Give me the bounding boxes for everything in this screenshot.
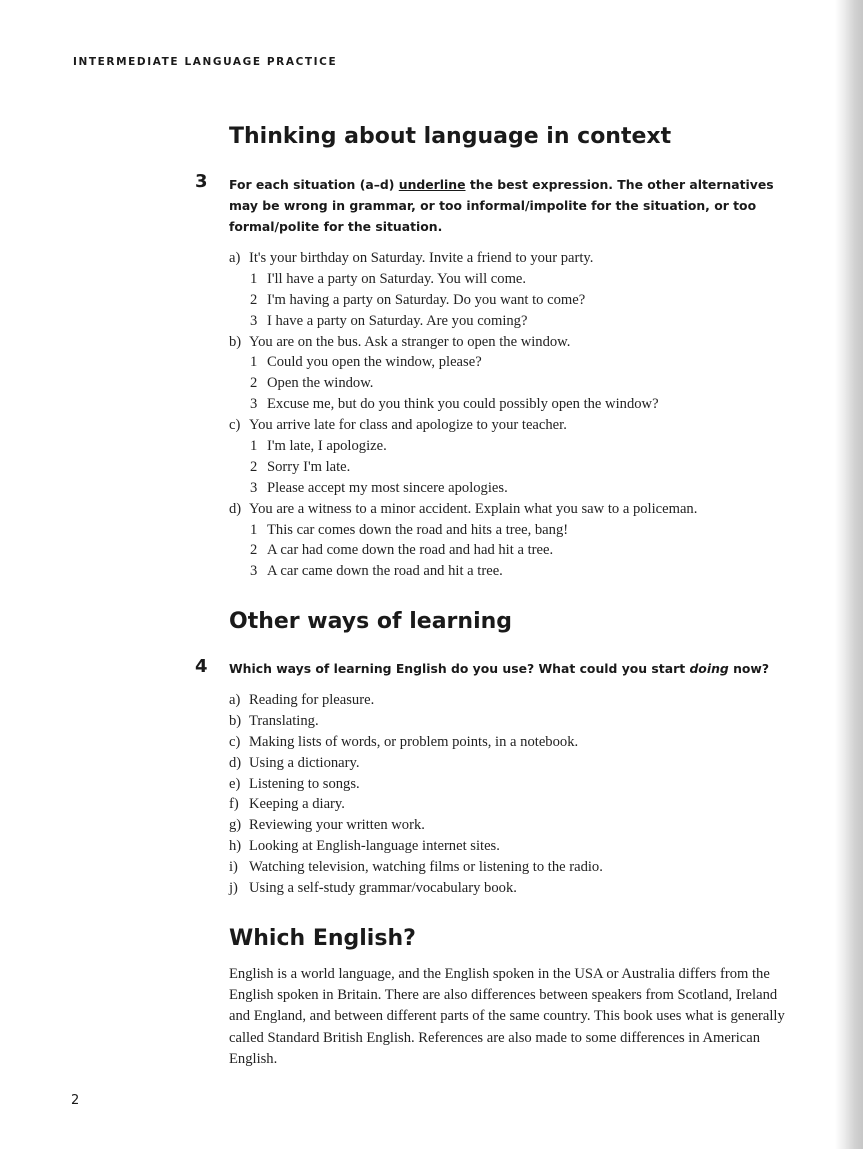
answer-option[interactable]	[229, 520, 697, 541]
item-label: d)	[229, 754, 242, 771]
list-item	[229, 878, 603, 899]
list-item	[229, 836, 603, 857]
item-text: Using a dictionary.	[249, 754, 360, 771]
situation-prompt	[229, 332, 697, 353]
instruction-text: now?	[728, 661, 770, 676]
item-label: i)	[229, 859, 238, 876]
exercise-3-list	[229, 248, 697, 582]
situation-prompt	[229, 499, 697, 520]
list-item	[229, 774, 603, 795]
option-text: Open the window.	[267, 375, 374, 392]
running-head: INTERMEDIATE LANGUAGE PRACTICE	[73, 56, 338, 68]
option-text: Please accept my most sincere apologies.	[267, 479, 508, 496]
item-text: Looking at English-language internet sites.	[249, 838, 500, 855]
option-number: 2	[250, 291, 258, 308]
answer-option[interactable]	[229, 311, 697, 332]
answer-option[interactable]	[229, 352, 697, 373]
option-text: I'm late, I apologize.	[267, 438, 387, 455]
exercise-3-instruction	[229, 174, 799, 237]
option-text: A car came down the road and hit a tree.	[267, 563, 503, 580]
list-item	[229, 732, 603, 753]
item-text: Reading for pleasure.	[249, 692, 375, 708]
option-number: 1	[250, 521, 258, 538]
option-text: I'll have a party on Saturday. You will come.	[267, 270, 527, 287]
list-item	[229, 753, 603, 774]
instruction-italic-word: doing	[689, 661, 729, 676]
option-number: 1	[250, 270, 258, 287]
item-label: g)	[229, 817, 242, 834]
page-number: 2	[71, 1093, 80, 1108]
answer-option[interactable]	[229, 394, 697, 415]
option-number: 3	[250, 563, 258, 580]
option-number: 1	[250, 354, 258, 371]
answer-option[interactable]	[229, 290, 697, 311]
item-text: You are a witness to a minor accident. Explain what you saw to a policeman.	[249, 500, 698, 517]
item-label: j)	[229, 880, 238, 897]
item-label: a)	[229, 250, 241, 266]
item-label: d)	[229, 500, 242, 517]
item-label: a)	[229, 692, 241, 708]
answer-option[interactable]	[229, 457, 697, 478]
instruction-text: Which ways of learning English do you use? What could you start	[229, 661, 690, 676]
answer-option[interactable]	[229, 561, 697, 582]
option-number: 1	[250, 438, 258, 455]
exercise-4-list	[229, 690, 603, 899]
option-number: 2	[250, 458, 258, 475]
option-text: A car had come down the road and had hit a tree.	[267, 542, 554, 559]
exercise-4-instruction	[229, 658, 799, 679]
list-item	[229, 711, 603, 732]
instruction-text: the best expression. The other alternatives may be wrong in grammar, or too informal/impolite for the situation, or too formal/polite for the situation.	[229, 177, 774, 234]
section-title-learning: Other ways of learning	[229, 609, 513, 634]
option-text: Sorry I'm late.	[267, 458, 351, 475]
list-item	[229, 815, 603, 836]
item-text: Translating.	[249, 712, 319, 729]
item-text: Watching television, watching films or listening to the radio.	[249, 859, 603, 876]
answer-option[interactable]	[229, 478, 697, 499]
option-text: This car comes down the road and hits a tree, bang!	[267, 521, 569, 538]
which-english-paragraph: English is a world language, and the English spoken in the USA or Australia differs from the English spoken in Britain. There are also differences between speakers from Scotland, Ireland and England, and between different parts of the same country. This book uses what is generally called Standard British English. References are also made to some differences in American English.	[229, 966, 785, 1067]
item-text: It's your birthday on Saturday. Invite a friend to your party.	[249, 250, 594, 266]
item-text: Keeping a diary.	[249, 796, 345, 813]
option-text: Could you open the window, please?	[267, 354, 482, 371]
instruction-text: For each situation (a–d)	[229, 177, 399, 192]
item-text: Listening to songs.	[249, 775, 360, 792]
situation-prompt	[229, 248, 697, 269]
list-item	[229, 794, 603, 815]
option-text: I'm having a party on Saturday. Do you want to come?	[267, 291, 586, 308]
answer-option[interactable]	[229, 269, 697, 290]
item-label: h)	[229, 838, 242, 855]
item-text: Reviewing your written work.	[249, 817, 425, 834]
list-item	[229, 690, 603, 711]
item-label: b)	[229, 712, 242, 729]
item-label: e)	[229, 775, 241, 792]
item-label: c)	[229, 417, 241, 434]
option-text: I have a party on Saturday. Are you coming?	[267, 312, 528, 329]
item-text: Using a self-study grammar/vocabulary book.	[249, 880, 517, 897]
option-text: Excuse me, but do you think you could possibly open the window?	[267, 396, 659, 413]
item-label: f)	[229, 796, 239, 813]
item-label: c)	[229, 733, 241, 750]
exercise-3-number: 3	[195, 171, 208, 192]
section-title-context: Thinking about language in context	[229, 124, 672, 149]
item-text: You are on the bus. Ask a stranger to open the window.	[249, 333, 571, 350]
item-text: You arrive late for class and apologize to your teacher.	[249, 417, 567, 434]
answer-option[interactable]	[229, 436, 697, 457]
list-item	[229, 857, 603, 878]
answer-option[interactable]	[229, 373, 697, 394]
option-number: 3	[250, 312, 258, 329]
answer-option[interactable]	[229, 540, 697, 561]
item-text: Making lists of words, or problem points, in a notebook.	[249, 733, 579, 750]
situation-prompt	[229, 415, 697, 436]
section-title-which-english: Which English?	[229, 926, 416, 951]
option-number: 3	[250, 396, 258, 413]
item-label: b)	[229, 333, 242, 350]
option-number: 2	[250, 542, 258, 559]
option-number: 3	[250, 479, 258, 496]
exercise-4-number: 4	[195, 656, 208, 677]
option-number: 2	[250, 375, 258, 392]
page-binding-shadow	[835, 0, 863, 1149]
instruction-underline-word: underline	[398, 177, 466, 192]
